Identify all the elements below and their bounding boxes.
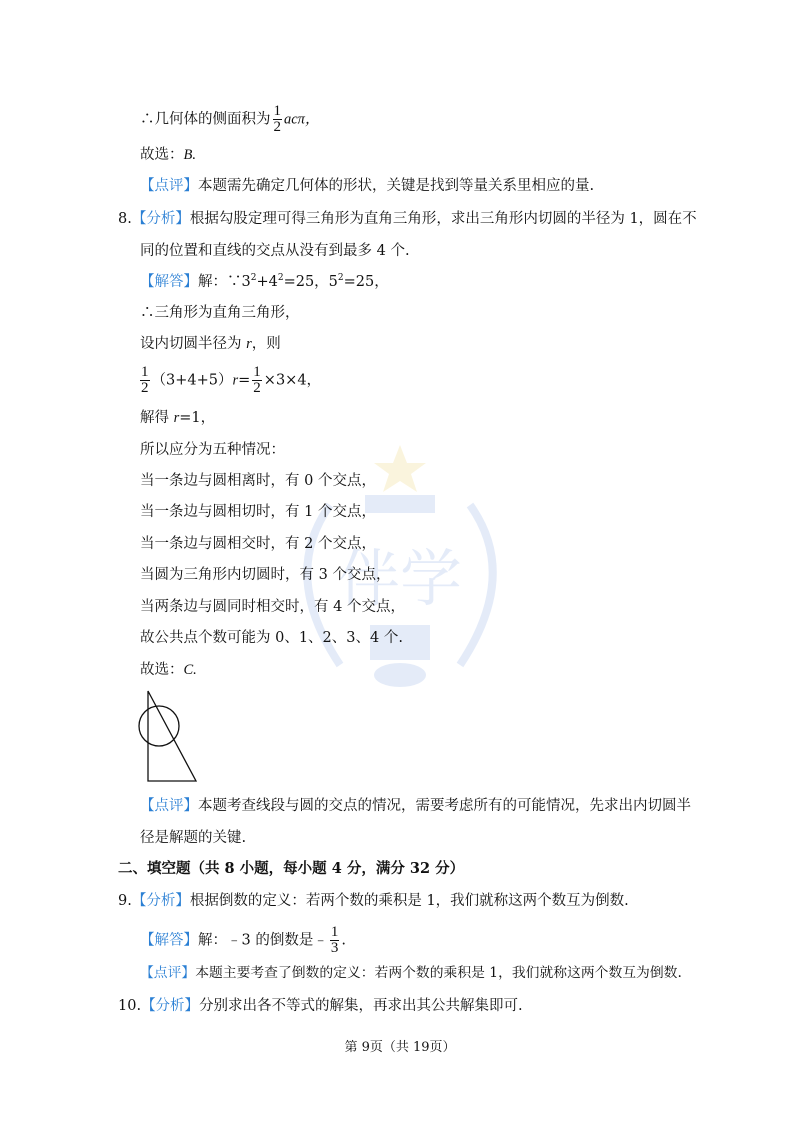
- review-text: 本题主要考查了倒数的定义：若两个数的乘积是 1，我们就称这两个数互为倒数.: [195, 965, 682, 981]
- fraction-numerator: 1: [330, 924, 339, 940]
- q8-review-line1: [140, 796, 691, 816]
- case-line: 当圆为三角形内切圆时，有 3 个交点，: [140, 567, 391, 583]
- section-heading: 二、填空题（共 8 小题，每小题 4 分，满分 32 分）: [118, 860, 465, 877]
- case-line: 当两条边与圆同时相交时，有 4 个交点，: [140, 599, 405, 615]
- watermark-text: 伴学: [337, 542, 463, 615]
- solution-tag: 【解答】: [140, 274, 198, 290]
- fraction: [140, 365, 150, 396]
- text-segment: ∴几何体的侧面积为: [140, 111, 271, 128]
- fraction-denominator: 2: [273, 119, 281, 135]
- solution-step: ∴三角形为直角三角形，: [140, 305, 300, 321]
- text-segment: （3+4+5）: [151, 372, 233, 389]
- fraction-denominator: 3: [330, 940, 339, 956]
- fraction: [252, 365, 262, 396]
- solution-step: [140, 408, 215, 428]
- review-tag: 【点评】: [140, 798, 198, 814]
- q9-analysis-line: [118, 891, 629, 911]
- answer-choice: C.: [183, 662, 197, 678]
- analysis-text: 同的位置和直线的交点从没有到最多 4 个.: [140, 243, 410, 259]
- solution-step: [140, 334, 281, 354]
- text-segment: 故选：: [140, 662, 184, 678]
- exponent: 2: [337, 273, 344, 284]
- text-segment: =: [238, 372, 251, 389]
- text-segment: acπ，: [284, 111, 320, 128]
- fraction: [330, 925, 340, 956]
- review-text: 本题需先确定几何体的形状，关键是找到等量关系里相应的量.: [198, 178, 595, 194]
- review-tag: 【点评】: [140, 178, 198, 194]
- text-segment: 解：﹣3 的倒数是﹣: [198, 932, 328, 949]
- answer-line: [140, 660, 197, 680]
- q8-analysis-line2: [140, 241, 410, 261]
- conclusion-line: 故公共点个数可能为 0、1、2、3、4 个.: [140, 630, 403, 646]
- text-segment: 解得: [140, 410, 174, 426]
- exponent: 2: [277, 273, 284, 284]
- analysis-tag: 【分析】: [141, 998, 200, 1014]
- text-segment: =25，5: [283, 274, 338, 290]
- analysis-text: 根据勾股定理可得三角形为直角三角形，求出三角形内切圆的半径为 1，圆在不: [189, 211, 697, 227]
- answer-line: [140, 145, 196, 165]
- review-tag: 【点评】: [140, 965, 196, 981]
- equation-line: [138, 365, 321, 396]
- analysis-tag: 【分析】: [131, 211, 190, 227]
- analysis-tag: 【分析】: [131, 893, 190, 909]
- text-segment: =1，: [179, 410, 216, 426]
- text-segment: .: [341, 932, 346, 949]
- question-number: 8.: [118, 211, 132, 227]
- lateral-area-line: [140, 104, 319, 135]
- page-footer: 第 9页（共 19页）: [344, 1040, 456, 1055]
- question-number: 9.: [118, 893, 132, 909]
- answer-choice: B.: [183, 147, 196, 163]
- review-text: 本题考查线段与圆的交点的情况，需要考虑所有的可能情况，先求出内切圆半: [198, 798, 691, 814]
- text-segment: 故选：: [140, 147, 184, 163]
- text-segment: +4: [256, 274, 278, 290]
- fraction-numerator: 1: [141, 364, 149, 380]
- analysis-text: 根据倒数的定义：若两个数的乘积是 1，我们就称这两个数互为倒数.: [189, 893, 629, 909]
- question-number: 10.: [118, 998, 142, 1014]
- variable: r: [173, 410, 180, 426]
- text-segment: ×3×4，: [263, 372, 322, 389]
- review-line: [140, 176, 594, 196]
- fraction: [273, 104, 283, 135]
- fraction-numerator: 1: [273, 103, 281, 119]
- solution-tag: 【解答】: [140, 932, 198, 949]
- triangle-circle-figure: [135, 688, 205, 788]
- q10-analysis-line: [118, 996, 523, 1016]
- solution-step: 所以应分为五种情况：: [140, 442, 285, 458]
- q9-solution-line: [140, 925, 346, 956]
- text-segment: 解：∵3: [198, 274, 251, 290]
- text-segment: 设内切圆半径为: [140, 336, 247, 352]
- analysis-text: 分别求出各不等式的解集，再求出其公共解集即可.: [199, 998, 523, 1014]
- text-segment: =25，: [343, 274, 389, 290]
- fraction-numerator: 1: [253, 364, 261, 380]
- exponent: 2: [250, 273, 257, 284]
- triangle-shape: [148, 691, 196, 781]
- variable: r: [246, 336, 252, 352]
- case-line: 当一条边与圆相离时，有 0 个交点，: [140, 473, 376, 489]
- fraction-denominator: 2: [141, 380, 149, 396]
- q8-solution-line: [140, 272, 389, 292]
- case-line: 当一条边与圆相交时，有 2 个交点，: [140, 536, 376, 552]
- case-line: 当一条边与圆相切时，有 1 个交点，: [140, 504, 376, 520]
- fraction-denominator: 2: [253, 380, 261, 396]
- text-segment: ，则: [251, 336, 281, 352]
- q9-review-line: [140, 963, 682, 983]
- q8-analysis-line1: [118, 209, 697, 229]
- q8-review-line2: 径是解题的关键.: [140, 830, 247, 846]
- variable: r: [232, 372, 239, 389]
